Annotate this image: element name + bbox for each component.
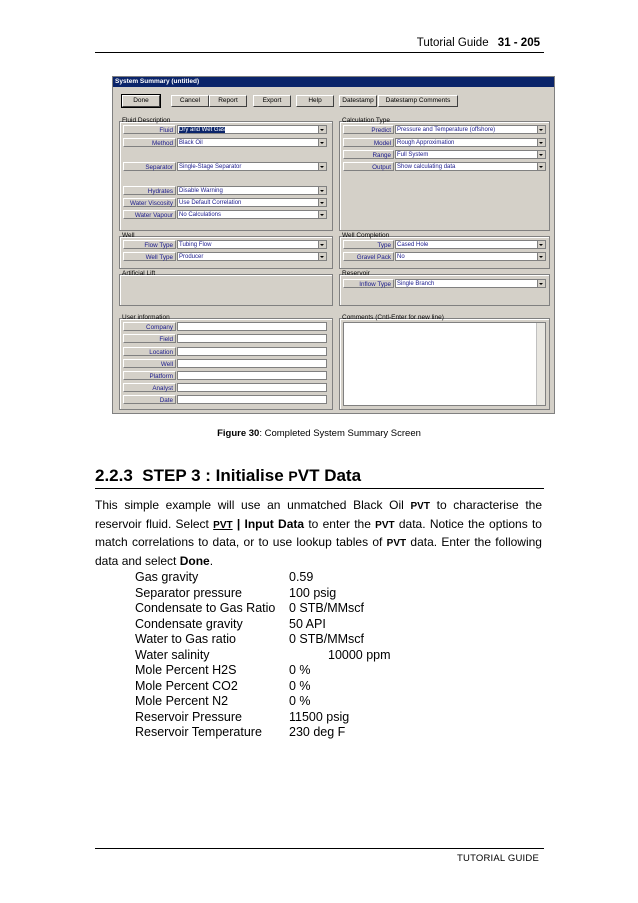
input-value: 0 STB/MMscf [289,632,365,646]
field-label: Field [123,334,176,343]
input-value: 50 API [289,616,326,631]
page-header [417,37,540,49]
para-text-2: to characterise the reservoir fluid. Select [95,498,542,531]
method-value: Black Oil [179,140,203,146]
chevron-down-icon[interactable] [537,280,545,287]
model-value: Rough Approximation [397,140,455,146]
para-text-4: data. Notice the options to match correlations to data, or to use lookup tables of [95,516,542,549]
input-value: 10000 ppm [328,647,391,662]
water-vapour-label: Water Vapour [123,210,176,219]
reservoir-title: Reservoir [342,270,370,277]
completion-type-select[interactable] [395,240,546,249]
water-vapour-select[interactable] [177,210,327,219]
done-term: Done [179,553,210,568]
well-type-label: Well Type [123,252,176,261]
body-paragraph [95,497,542,569]
done-button[interactable]: Done [122,95,160,107]
flow-type-label: Flow Type [123,240,176,249]
datestamp-comments-button[interactable]: Datestamp Comments [378,95,458,107]
input-value: 230 deg F [289,725,346,739]
dialog-titlebar: System Summary (untitled) [113,77,554,87]
comments-textarea[interactable] [343,322,546,406]
heading-rule [95,488,544,489]
chevron-down-icon[interactable] [537,163,545,170]
header-section: Tutorial Guide [416,37,489,49]
section-heading [95,466,361,486]
model-select[interactable] [395,138,546,147]
platform-field[interactable] [177,371,327,380]
date-field[interactable] [177,395,327,404]
input-value: 0 % [289,694,311,708]
input-name: Reservoir Pressure [135,709,242,724]
input-name: Water salinity [135,647,210,662]
analyst-field[interactable] [177,383,327,392]
method-select[interactable] [177,138,327,147]
hydrates-value: Disable Warning [179,188,223,194]
para-text-3: to enter the [304,516,376,531]
figure-label: Figure 30 [217,428,260,439]
completion-type-label: Type [343,240,394,249]
gravel-pack-select[interactable] [395,252,546,261]
output-value: Show calculating data [397,164,456,170]
fluid-value: Dry and Wet Gas [179,127,225,133]
flow-type-value: Tubing Flow [179,242,212,248]
hydrates-select[interactable] [177,186,327,195]
fluid-description-title: Fluid Description [122,117,171,124]
header-rule [95,52,544,53]
predict-label: Predict [343,125,394,134]
figure-caption-text: : Completed System Summary Screen [259,428,421,439]
input-name: Condensate gravity [135,616,243,631]
report-button[interactable]: Report [209,95,247,107]
user-information-title: User information [122,314,170,321]
well-completion-title: Well Completion [342,232,390,239]
system-summary-dialog [112,76,555,414]
section-number: 2.2.3 [95,466,133,485]
chevron-down-icon[interactable] [537,151,545,158]
completion-type-value: Cased Hole [397,242,429,248]
para-text-6: . [209,553,214,568]
fluid-label: Fluid [123,125,176,134]
calculation-type-title: Calculation Type [342,117,390,124]
menu-pvt: PVT [213,519,233,531]
flow-type-select[interactable] [177,240,327,249]
platform-label: Platform [123,371,176,380]
menu-input-data: Input Data [244,516,305,531]
header-page-number: 31 - 205 [497,37,540,49]
pvt-term: PVT [386,538,407,549]
model-label: Model [343,138,394,147]
well-type-value: Producer [179,254,204,260]
section-title-post: VT Data [297,466,362,485]
input-name: Separator pressure [135,585,243,600]
field-field[interactable] [177,334,327,343]
inflow-type-select[interactable] [395,279,546,288]
chevron-down-icon[interactable] [318,253,326,260]
analyst-label: Analyst [123,383,176,392]
separator-label: Separator [123,162,176,171]
para-text-5: data. Enter the following data and select [95,535,542,568]
company-field[interactable] [177,322,327,331]
para-text-1: This simple example will use an unmatched Black Oil [95,498,411,512]
chevron-down-icon[interactable] [318,211,326,218]
water-viscosity-value: Use Default Correlation [179,200,242,206]
artificial-lift-group [119,274,333,306]
fluid-select[interactable] [177,125,327,134]
water-vapour-value: No Calculations [179,212,222,218]
company-label: Company [123,322,176,331]
input-name: Reservoir Temperature [135,725,262,739]
hydrates-label: Hydrates [123,186,176,195]
method-label: Method [123,138,176,147]
inflow-type-value: Single Branch [397,281,435,287]
predict-value: Pressure and Temperature (offshore) [397,127,496,133]
gravel-pack-label: Gravel Pack [343,252,394,261]
chevron-down-icon[interactable] [537,139,545,146]
chevron-down-icon[interactable] [318,241,326,248]
range-label: Range [343,150,394,159]
well-type-select[interactable] [177,252,327,261]
input-name: Mole Percent H2S [135,663,237,677]
separator-select[interactable] [177,162,327,171]
inflow-type-label: Inflow Type [343,279,394,288]
range-value: Full System [397,152,429,158]
chevron-down-icon[interactable] [318,199,326,206]
location-label: Location [123,347,176,356]
pvt-term: PVT [410,501,430,512]
footer-rule [95,848,544,849]
date-label: Date [123,395,176,404]
help-button[interactable]: Help [296,95,334,107]
input-name: Gas gravity [135,570,199,584]
pvt-term: PVT [375,519,395,531]
output-label: Output [343,162,394,171]
input-value: 11500 psig [289,709,350,724]
water-viscosity-label: Water Viscosity [123,198,176,207]
chevron-down-icon[interactable] [537,241,545,248]
menu-separator: | [232,516,245,531]
predict-select[interactable] [395,125,546,134]
input-value: 0 % [289,663,311,677]
chevron-down-icon[interactable] [318,187,326,194]
gravel-pack-value: No [397,254,405,260]
input-name: Mole Percent N2 [135,694,229,708]
location-field[interactable] [177,347,327,356]
chevron-down-icon[interactable] [537,253,545,260]
chevron-down-icon[interactable] [318,126,326,133]
output-select[interactable] [395,162,546,171]
water-viscosity-select[interactable] [177,198,327,207]
datestamp-button[interactable]: Datestamp [339,95,377,107]
input-value: 0 STB/MMscf [289,601,365,615]
section-title-p: P [288,468,298,484]
well-name-field[interactable] [177,359,327,368]
well-title: Well [122,232,135,239]
input-value: 100 psig [289,585,337,600]
input-value: 0.59 [289,570,314,584]
comments-title: Comments (Cntl-Enter for new line) [342,314,444,321]
separator-value: Single-Stage Separator [179,164,242,170]
range-select[interactable] [395,150,546,159]
chevron-down-icon[interactable] [318,163,326,170]
export-button[interactable]: Export [253,95,291,107]
cancel-button[interactable]: Cancel [171,95,209,107]
page-footer: TUTORIAL GUIDE [457,853,539,864]
chevron-down-icon[interactable] [537,126,545,133]
comments-scrollbar[interactable] [536,323,545,405]
chevron-down-icon[interactable] [318,139,326,146]
input-name: Mole Percent CO2 [135,678,238,693]
input-value: 0 % [289,678,311,693]
well-name-label: Well [123,359,176,368]
figure-caption [0,428,638,439]
section-title-pre: STEP 3 : Initialise [142,466,289,485]
artificial-lift-title: Artificial Lift [122,270,156,277]
input-name: Water to Gas ratio [135,632,236,646]
input-name: Condensate to Gas Ratio [135,601,276,615]
